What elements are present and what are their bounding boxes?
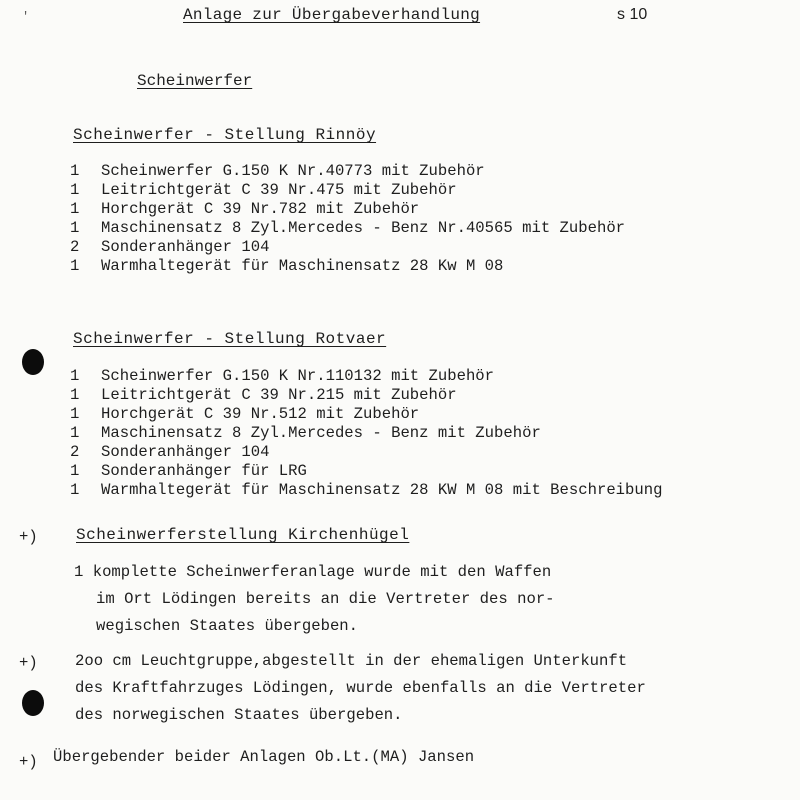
- item-quantity: 1: [70, 257, 80, 275]
- paragraph-line: wegischen Staates übergeben.: [96, 617, 359, 635]
- item-quantity: 1: [70, 219, 80, 237]
- page-number: s 10: [617, 6, 648, 23]
- item-text: Horchgerät C 39 Nr.512 mit Zubehör: [101, 405, 420, 423]
- item-quantity: 1: [70, 367, 80, 385]
- item-text: Scheinwerfer G.150 K Nr.40773 mit Zubehör: [101, 162, 485, 180]
- signatory-line: Übergebender beider Anlagen Ob.Lt.(MA) Jansen: [53, 748, 475, 766]
- paragraph-line: 2oo cm Leuchtgruppe,abgestellt in der ehemaligen Unterkunft: [75, 652, 628, 670]
- paragraph-leuchtgruppe: [75, 648, 646, 729]
- item-text: Warmhaltegerät für Maschinensatz 28 Kw M 08: [101, 257, 504, 275]
- item-text: Sonderanhänger 104: [101, 238, 270, 256]
- heading-stellung-rinnoy: Scheinwerfer - Stellung Rinnöy: [73, 126, 377, 144]
- item-quantity: 1: [70, 405, 80, 423]
- paragraph-kirchenhuegel: [74, 559, 555, 640]
- margin-tick-mark: ': [22, 10, 30, 24]
- item-quantity: 1: [70, 481, 80, 499]
- heading-stellung-rotvaer: Scheinwerfer - Stellung Rotvaer: [73, 330, 387, 348]
- item-quantity: 1: [70, 386, 80, 404]
- margin-marker: +): [19, 654, 38, 672]
- section-title: Scheinwerfer: [137, 72, 253, 90]
- item-quantity: 1: [70, 200, 80, 218]
- item-text: Leitrichtgerät C 39 Nr.215 mit Zubehör: [101, 386, 457, 404]
- item-text: Warmhaltegerät für Maschinensatz 28 KW M 08 mit Beschreibung: [101, 481, 663, 499]
- item-text: Maschinensatz 8 Zyl.Mercedes - Benz mit Zubehör: [101, 424, 541, 442]
- item-text: Sonderanhänger für LRG: [101, 462, 307, 480]
- paragraph-line: des norwegischen Staates übergeben.: [75, 706, 403, 724]
- item-quantity: 1: [70, 462, 80, 480]
- item-text: Maschinensatz 8 Zyl.Mercedes - Benz Nr.40565 mit Zubehör: [101, 219, 626, 237]
- item-text: Leitrichtgerät C 39 Nr.475 mit Zubehör: [101, 181, 457, 199]
- paragraph-line: 1 komplette Scheinwerferanlage wurde mit den Waffen: [74, 563, 552, 581]
- paragraph-line: des Kraftfahrzuges Lödingen, wurde ebenfalls an die Vertreter: [75, 679, 646, 697]
- heading-kirchenhuegel: Scheinwerferstellung Kirchenhügel: [76, 526, 410, 544]
- item-text: Sonderanhänger 104: [101, 443, 270, 461]
- item-quantity: 1: [70, 424, 80, 442]
- document-title: Anlage zur Übergabeverhandlung: [183, 6, 481, 24]
- item-text: Horchgerät C 39 Nr.782 mit Zubehör: [101, 200, 420, 218]
- item-quantity: 1: [70, 181, 80, 199]
- item-quantity: 2: [70, 443, 80, 461]
- punch-hole-mark: [22, 349, 44, 375]
- margin-marker: +): [19, 528, 38, 546]
- margin-marker: +): [19, 753, 38, 771]
- paragraph-line: im Ort Lödingen bereits an die Vertreter des nor-: [96, 590, 555, 608]
- item-text: Scheinwerfer G.150 K Nr.110132 mit Zubehör: [101, 367, 495, 385]
- item-quantity: 1: [70, 162, 80, 180]
- item-quantity: 2: [70, 238, 80, 256]
- punch-hole-mark: [22, 690, 44, 716]
